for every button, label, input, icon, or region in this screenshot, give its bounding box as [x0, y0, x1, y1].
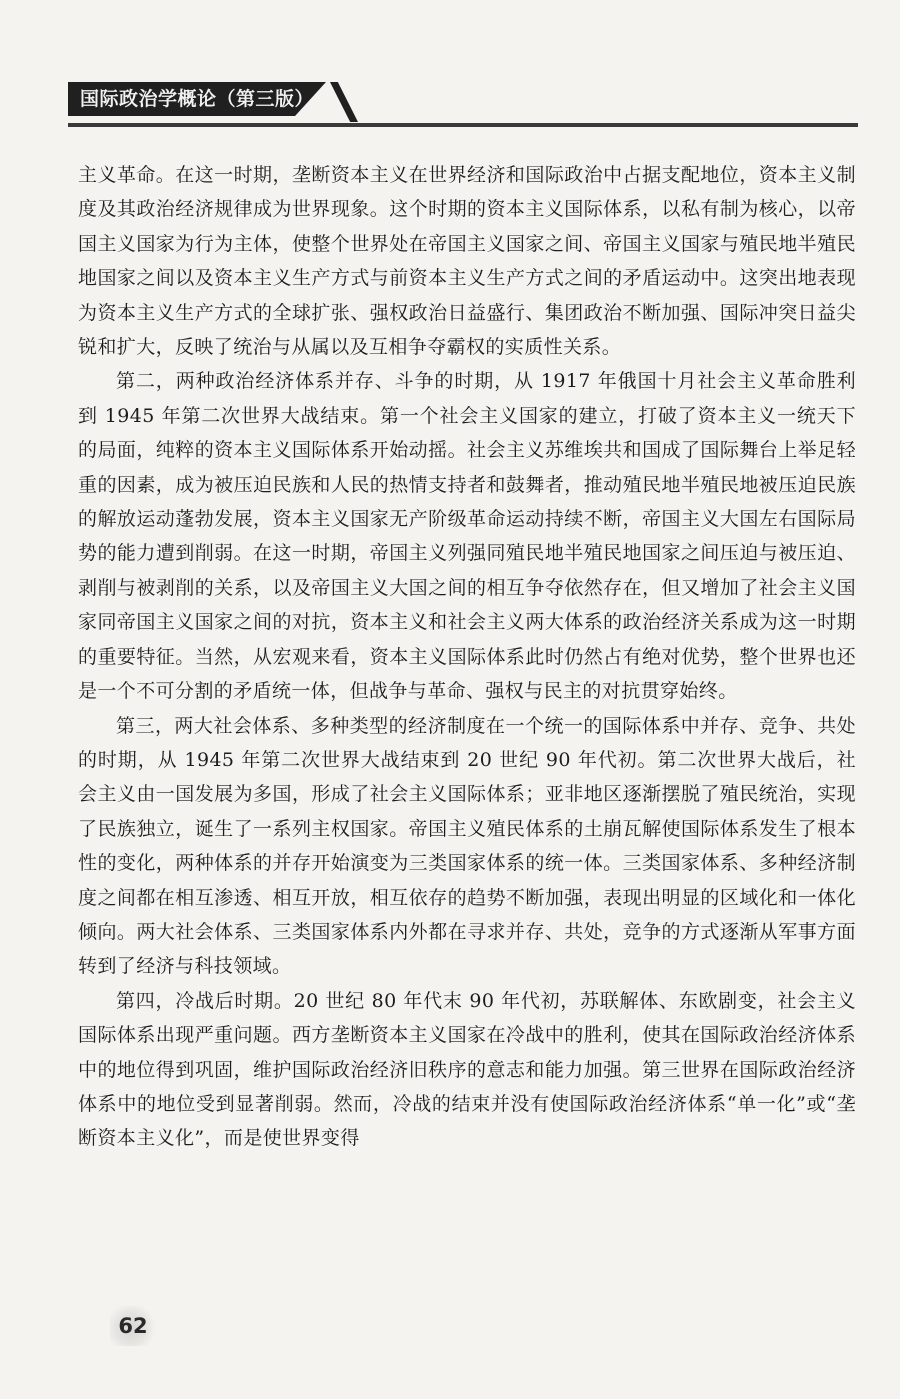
paragraph-second-period: 第二，两种政治经济体系并存、斗争的时期，从 1917 年俄国十月社会主义革命胜利到 1945 年第二次世界大战结束。第一个社会主义国家的建立，打破了资本主义一统天下的局面，纯粹的资本主义国际体系开始动摇。社会主义苏维埃共和国成了国际舞台上举足轻重的因素，成为被压迫民族和人民的热情支持者和鼓舞者，推动殖民地半殖民地被压迫民族的解放运动蓬勃发展，资本主义国家无产阶级革命运动持续不断，帝国主义大国左右国际局势的能力遭到削弱。在这一时期，帝国主义列强同殖民地半殖民地国家之间压迫与被压迫、剥削与被剥削的关系，以及帝国主义大国之间的相互争夺依然存在，但又增加了社会主义国家同帝国主义国家之间的对抗，资本主义和社会主义两大体系的政治经济关系成为这一时期的重要特征。当然，从宏观来看，资本主义国际体系此时仍然占有绝对优势，整个世界也还是一个不可分割的矛盾统一体，但战争与革命、强权与民主的对抗贯穿始终。 [78, 370, 856, 703]
page-number: 62 [110, 1306, 156, 1346]
header-rule [68, 123, 858, 127]
page-body [78, 158, 856, 1156]
header-slash-decoration [330, 82, 358, 122]
running-header [68, 82, 868, 130]
paragraph-third-period: 第三，两大社会体系、多种类型的经济制度在一个统一的国际体系中并存、竞争、共处的时期，从 1945 年第二次世界大战结束到 20 世纪 90 年代初。第二次世界大战后，社会主义由一国发展为多国，形成了社会主义国际体系；亚非地区逐渐摆脱了殖民统治，实现了民族独立，诞生了一系列主权国家。帝国主义殖民体系的土崩瓦解使国际体系发生了根本性的变化，两种体系的并存开始演变为三类国家体系的统一体。三类国家体系、多种经济制度之间都在相互渗透、相互开放，相互依存的趋势不断加强，表现出明显的区域化和一体化倾向。两大社会体系、三类国家体系内外都在寻求并存、共处，竞争的方式逐渐从军事方面转到了经济与科技领域。 [78, 714, 856, 978]
paragraph-continuation: 主义革命。在这一时期，垄断资本主义在世界经济和国际政治中占据支配地位，资本主义制度及其政治经济规律成为世界现象。这个时期的资本主义国际体系，以私有制为核心，以帝国主义国家为行为主体，使整个世界处在帝国主义国家之间、帝国主义国家与殖民地半殖民地国家之间以及资本主义生产方式与前资本主义生产方式之间的矛盾运动中。这突出地表现为资本主义生产方式的全球扩张、强权政治日益盛行、集团政治不断加强、国际冲突日益尖锐和扩大，反映了统治与从属以及互相争夺霸权的实质性关系。 [78, 164, 856, 359]
book-title: 国际政治学概论（第三版） [80, 88, 315, 110]
paragraph-fourth-period: 第四，冷战后时期。20 世纪 80 年代末 90 年代初，苏联解体、东欧剧变，社会主义国际体系出现严重问题。西方垄断资本主义国家在冷战中的胜利，使其在国际政治经济体系中的地位得到巩固，维护国际政治经济旧秩序的意志和能力加强。第三世界在国际政治经济体系中的地位受到显著削弱。然而，冷战的结束并没有使国际政治经济体系“单一化”或“垄断资本主义化”，而是使世界变得 [78, 989, 856, 1150]
